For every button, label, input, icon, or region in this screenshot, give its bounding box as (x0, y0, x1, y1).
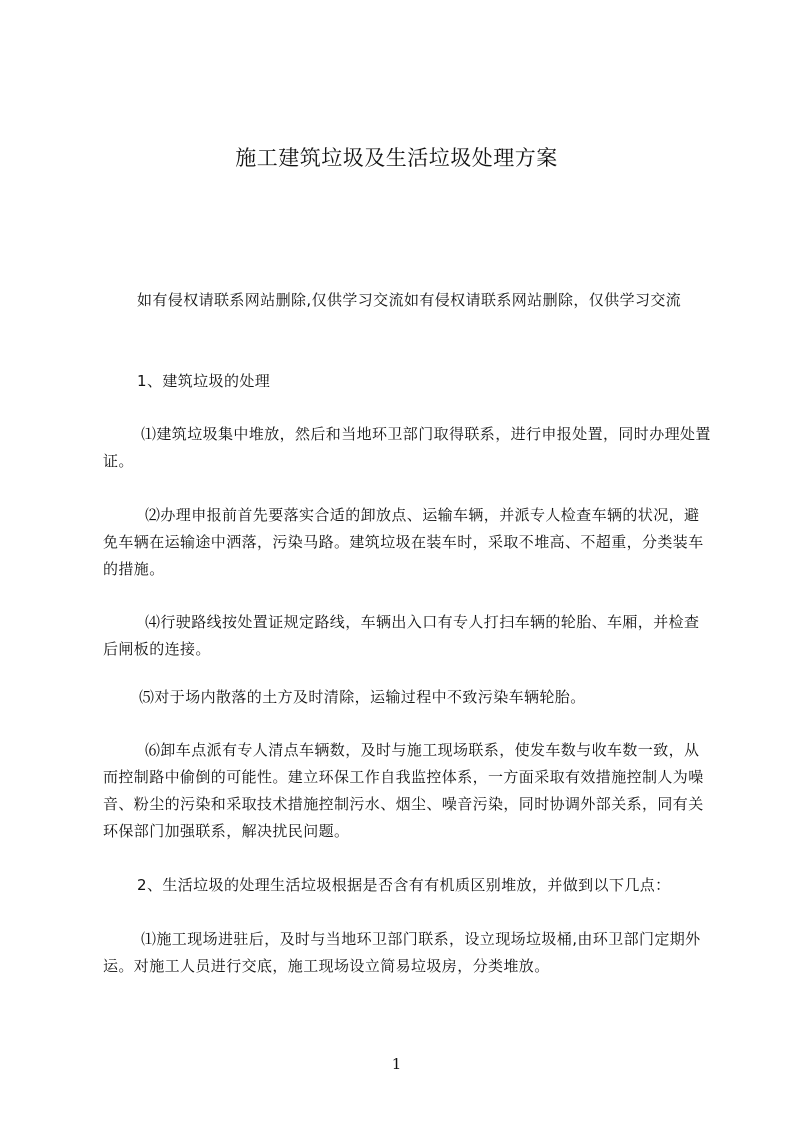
copyright-notice-paragraph: 如有侵权请联系网站删除,仅供学习交流如有侵权请联系网站删除，仅供学习交流 (137, 291, 682, 309)
section-heading-domestic-waste: 2、生活垃圾的处理生活垃圾根据是否含有有机质区别堆放，并做到以下几点： (137, 876, 671, 894)
paragraph-item-4: ⑷行驶路线按处置证规定路线，车辆出入口有专人打扫车辆的轮胎、车厢，并检查后闸板的连接。 (103, 613, 700, 658)
document-title: 施工建筑垃圾及生活垃圾处理方案 (235, 146, 558, 170)
paragraph-item-2: ⑵办理申报前首先要落实合适的卸放点、运输车辆，并派专人检查车辆的状况，避免车辆在运输途中洒落，污染马路。建筑垃圾在装车时，采取不堆高、不超重，分类装车的措施。 (103, 506, 704, 578)
paragraph-item-1: ⑴建筑垃圾集中堆放，然后和当地环卫部门取得联系，进行申报处置，同时办理处置证。 (103, 425, 711, 470)
paragraph-item-6: ⑹卸车点派有专人清点车辆数，及时与施工现场联系，使发车数与收车数一致，从而控制路中偷倒的可能性。建立环保工作自我监控体系，一方面采取有效措施控制人为噪音、粉尘的污染和采取技术措施控制污水、烟尘、噪音污染，同时协调外部关系，同有关环保部门加强联系，解决扰民问题。 (103, 741, 704, 840)
paragraph-domestic-item-1: ⑴施工现场进驻后，及时与当地环卫部门联系，设立现场垃圾桶,由环卫部门定期外运。对施工人员进行交底，施工现场设立简易垃圾房，分类堆放。 (103, 930, 701, 975)
page-number: 1 (391, 1055, 402, 1073)
paragraph-item-5: ⑸对于场内散落的土方及时清除，运输过程中不致污染车辆轮胎。 (139, 688, 586, 706)
section-heading-construction-waste: 1、建筑垃圾的处理 (137, 372, 271, 390)
